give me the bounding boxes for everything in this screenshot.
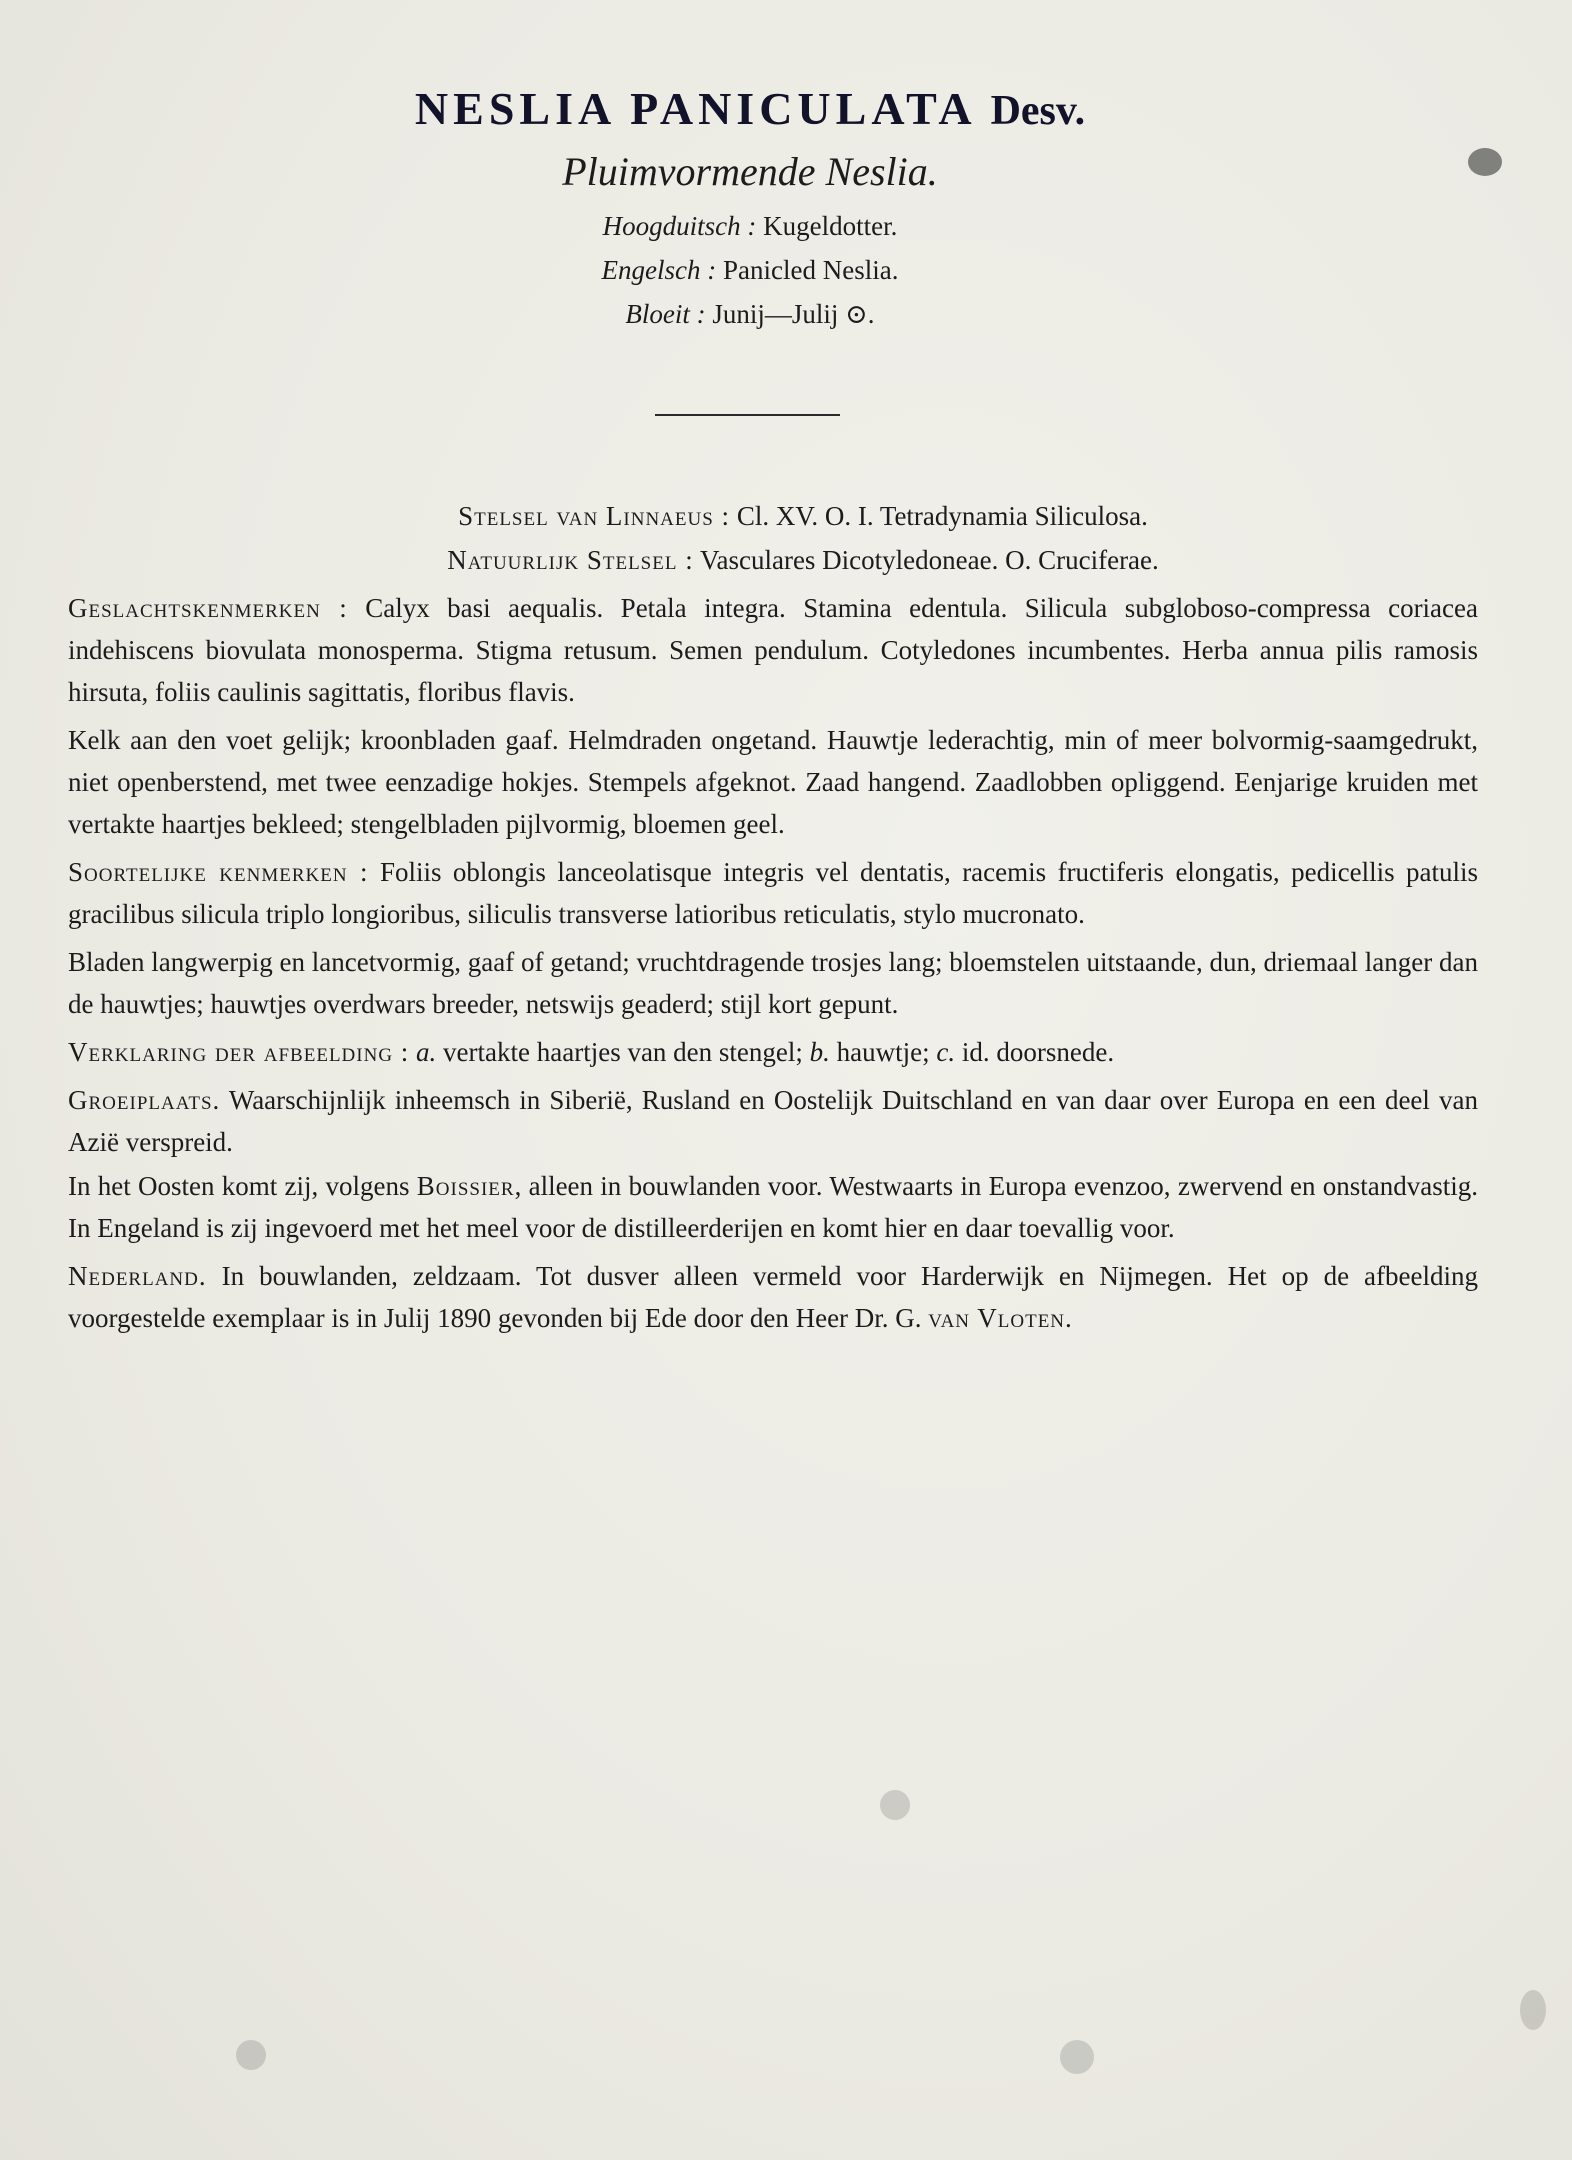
habitat-label: Groeiplaats. xyxy=(68,1085,221,1115)
linnaeus-label: Stelsel van Linnaeus : xyxy=(458,501,731,531)
paper-stain xyxy=(1520,1990,1546,2030)
east-distribution xyxy=(68,1165,1478,1249)
genus-label: Geslachtskenmerken : xyxy=(68,593,348,623)
linnaeus-line xyxy=(68,495,1478,537)
natural-system-label: Natuurlijk Stelsel : xyxy=(447,545,694,575)
linnaeus-text: Cl. XV. O. I. Tetradynamia Siliculosa. xyxy=(736,501,1148,531)
east-text-end: , alleen in bouwlanden voor. Westwaarts in Europa evenzoo, zwervend en onstandvastig. In Engeland is zij ingevoerd met het meel voor de distilleerderijen en komt hier en daar toevallig voor. xyxy=(68,1171,1479,1243)
netherlands-end: . xyxy=(1065,1303,1072,1333)
bloom-line xyxy=(0,292,1500,336)
genus-characters-dutch: Kelk aan den voet gelijk; kroonbladen gaaf. Helmdraden ongetand. Hauwtje lederachtig, min of meer bolvormig-saamgedrukt, niet openberstend, met twee eenzadige hokjes. Stempels afgeknot. Zaad hangend. Zaadlobben opliggend. Eenjarige kruiden met vertakte haartjes bekleed; stengelbladen pijlvormig, bloemen geel. xyxy=(68,725,1478,839)
figure-label: Verklaring der afbeelding : xyxy=(68,1037,410,1067)
natural-system-text: Vasculares Dicotyledoneae. O. Cruciferae. xyxy=(699,545,1159,575)
paper-stain xyxy=(880,1790,910,1820)
german-value: Kugeldotter. xyxy=(763,211,898,241)
paper-stain xyxy=(236,2040,266,2070)
species-characters-latin xyxy=(68,851,1478,935)
genus-latin-text: Calyx basi aequalis. Petala integra. Stamina edentula. Silicula subgloboso-compressa coriacea indehiscens biovulata monosperma. Stigma retusum. Semen pendulum. Cotyledones incumbentes. Herba annua pilis ramosis hirsuta, foliis caulinis sagittatis, floribus flavis. xyxy=(68,593,1478,707)
english-value: Panicled Neslia. xyxy=(723,255,899,285)
genus-characters-latin xyxy=(68,587,1478,713)
paper-stain xyxy=(1060,2040,1094,2074)
species-label: Soortelijke kenmerken : xyxy=(68,857,369,887)
bloom-label: Bloeit : xyxy=(625,299,706,329)
figure-c-text: id. doorsnede. xyxy=(961,1037,1115,1067)
habitat xyxy=(68,1079,1478,1163)
bloom-value: Junij—Julij ⊙. xyxy=(712,299,875,329)
figure-b-key: b. xyxy=(809,1037,830,1067)
figure-explanation xyxy=(68,1031,1478,1073)
east-author: Boissier xyxy=(416,1171,515,1201)
species-latin-text: Foliis oblongis lanceolatisque integris vel dentatis, racemis fructiferis elongatis, pedicellis patulis gracilibus silicula triplo longioribus, siliculis transverse latioribus reticulatis, stylo mucronato. xyxy=(68,857,1479,929)
description-body xyxy=(68,495,1478,1339)
header xyxy=(0,82,1500,336)
species-name: NESLIA PANICULATA xyxy=(414,83,975,134)
dutch-name: Pluimvormende Neslia. xyxy=(562,149,938,194)
figure-c-key: c. xyxy=(936,1037,956,1067)
netherlands-text: In bouwlanden, zeldzaam. Tot dusver alleen vermeld voor Harderwijk en Nijmegen. Het op de afbeelding voorgestelde exemplaar is in Julij 1890 gevonden bij Ede door den Heer Dr. G. xyxy=(68,1261,1478,1333)
figure-a-text: vertakte haartjes van den stengel; xyxy=(443,1037,803,1067)
species-characters-dutch: Bladen langwerpig en lancetvormig, gaaf of getand; vruchtdragende trosjes lang; bloemstelen uitstaande, dun, driemaal langer dan de hauwtjes; hauwtjes overdwars breeder, netswijs geaderd; stijl kort gepunt. xyxy=(68,947,1478,1019)
english-label: Engelsch : xyxy=(601,255,717,285)
netherlands-distribution xyxy=(68,1255,1478,1339)
habitat-text: Waarschijnlijk inheemsch in Siberië, Rusland en Oostelijk Duitschland en van daar over Europa en een deel van Azië verspreid. xyxy=(68,1085,1478,1157)
german-label: Hoogduitsch : xyxy=(602,211,757,241)
german-name-line xyxy=(0,204,1500,248)
page-title xyxy=(0,82,1500,138)
author-abbreviation: Desv. xyxy=(990,88,1086,134)
english-name-line xyxy=(0,248,1500,292)
netherlands-label: Nederland. xyxy=(68,1261,207,1291)
collector-name: van Vloten xyxy=(928,1303,1066,1333)
east-text-start: In het Oosten komt zij, volgens xyxy=(68,1171,410,1201)
natural-system-line xyxy=(68,539,1478,581)
divider xyxy=(655,414,840,416)
figure-b-text: hauwtje; xyxy=(836,1037,930,1067)
figure-a-key: a. xyxy=(416,1037,437,1067)
